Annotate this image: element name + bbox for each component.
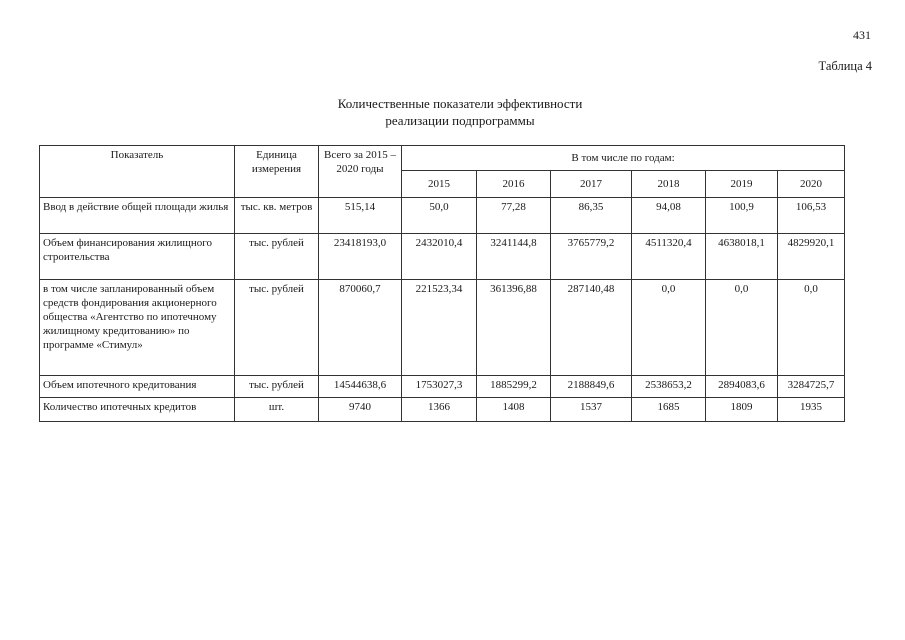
row-unit: тыс. рублей bbox=[235, 376, 319, 398]
row-name: Ввод в действие общей площади жилья bbox=[40, 198, 235, 234]
header-year: 2017 bbox=[551, 171, 632, 198]
row-name: в том числе запланированный объем средств фондирования акционерного общества «Агентство по ипотечному жилищному кредитованию» по программе «Стимул» bbox=[40, 280, 235, 376]
row-name: Объем ипотечного кредитования bbox=[40, 376, 235, 398]
row-total: 14544638,6 bbox=[319, 376, 402, 398]
row-value: 2188849,6 bbox=[551, 376, 632, 398]
header-indicator: Показатель bbox=[40, 146, 235, 198]
row-name: Объем финансирования жилищного строительства bbox=[40, 234, 235, 280]
header-row bbox=[40, 146, 845, 171]
row-unit: тыс. рублей bbox=[235, 234, 319, 280]
row-value: 2432010,4 bbox=[402, 234, 477, 280]
table-row bbox=[40, 234, 845, 280]
row-value: 1753027,3 bbox=[402, 376, 477, 398]
row-value: 4829920,1 bbox=[778, 234, 845, 280]
row-value: 1408 bbox=[477, 398, 551, 422]
title-line: реализации подпрограммы bbox=[385, 113, 535, 128]
row-value: 86,35 bbox=[551, 198, 632, 234]
row-value: 1537 bbox=[551, 398, 632, 422]
table-row bbox=[40, 280, 845, 376]
table-row bbox=[40, 398, 845, 422]
row-value: 100,9 bbox=[706, 198, 778, 234]
header-year: 2016 bbox=[477, 171, 551, 198]
row-total: 515,14 bbox=[319, 198, 402, 234]
header-year: 2015 bbox=[402, 171, 477, 198]
row-value: 1685 bbox=[632, 398, 706, 422]
row-value: 94,08 bbox=[632, 198, 706, 234]
row-unit: шт. bbox=[235, 398, 319, 422]
title-line: Количественные показатели эффективности bbox=[337, 96, 583, 111]
header-unit: Единица измерения bbox=[235, 146, 319, 198]
row-value: 221523,34 bbox=[402, 280, 477, 376]
row-value: 4638018,1 bbox=[706, 234, 778, 280]
indicators-table bbox=[39, 145, 845, 422]
row-value: 361396,88 bbox=[477, 280, 551, 376]
row-total: 9740 bbox=[319, 398, 402, 422]
table-row bbox=[40, 198, 845, 234]
row-unit: тыс. кв. метров bbox=[235, 198, 319, 234]
row-value: 1366 bbox=[402, 398, 477, 422]
table-caption: Таблица 4 bbox=[818, 59, 872, 73]
header-year: 2020 bbox=[778, 171, 845, 198]
row-total: 870060,7 bbox=[319, 280, 402, 376]
header-total: Всего за 2015 – 2020 годы bbox=[319, 146, 402, 198]
row-total: 23418193,0 bbox=[319, 234, 402, 280]
header-by-years: В том числе по годам: bbox=[402, 146, 845, 171]
header-year: 2019 bbox=[706, 171, 778, 198]
row-value: 3765779,2 bbox=[551, 234, 632, 280]
row-value: 0,0 bbox=[706, 280, 778, 376]
row-unit: тыс. рублей bbox=[235, 280, 319, 376]
row-value: 0,0 bbox=[632, 280, 706, 376]
row-value: 1935 bbox=[778, 398, 845, 422]
row-value: 50,0 bbox=[402, 198, 477, 234]
row-value: 3284725,7 bbox=[778, 376, 845, 398]
row-value: 3241144,8 bbox=[477, 234, 551, 280]
row-value: 1885299,2 bbox=[477, 376, 551, 398]
table-row bbox=[40, 376, 845, 398]
row-value: 77,28 bbox=[477, 198, 551, 234]
row-value: 4511320,4 bbox=[632, 234, 706, 280]
row-name: Количество ипотечных кредитов bbox=[40, 398, 235, 422]
row-value: 1809 bbox=[706, 398, 778, 422]
page-number: 431 bbox=[853, 28, 871, 42]
row-value: 0,0 bbox=[778, 280, 845, 376]
row-value: 2538653,2 bbox=[632, 376, 706, 398]
row-value: 106,53 bbox=[778, 198, 845, 234]
row-value: 287140,48 bbox=[551, 280, 632, 376]
row-value: 2894083,6 bbox=[706, 376, 778, 398]
header-year: 2018 bbox=[632, 171, 706, 198]
document-title bbox=[150, 95, 770, 129]
